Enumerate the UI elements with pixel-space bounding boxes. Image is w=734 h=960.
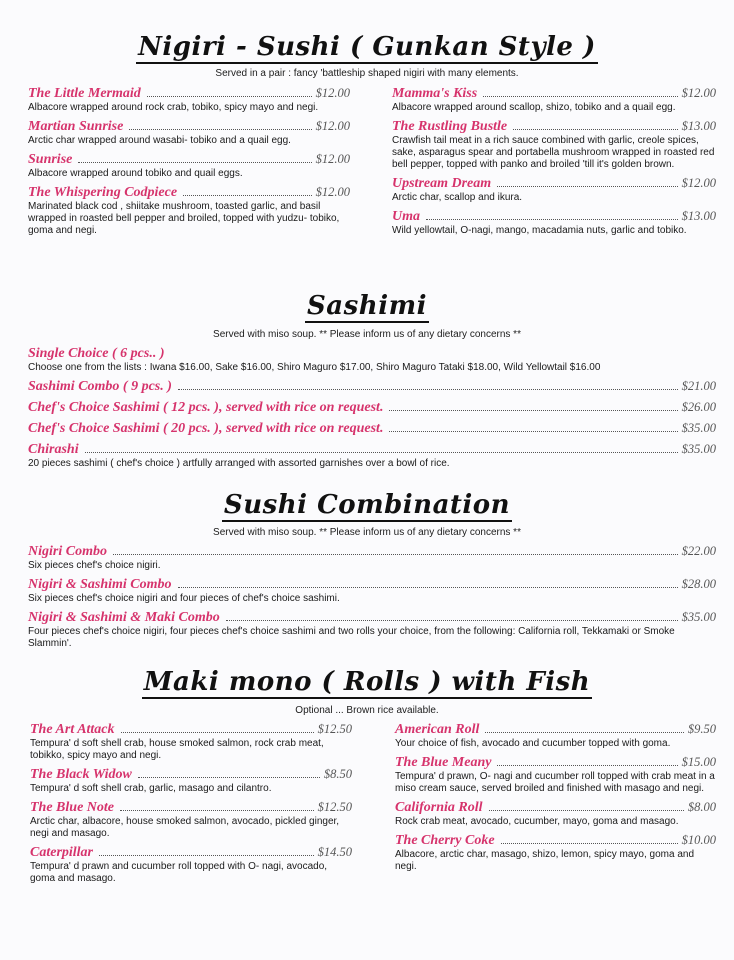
menu-item-description: 20 pieces sashimi ( chef's choice ) artfully arranged with assorted garnishes over a bowl of rice. xyxy=(28,458,450,469)
menu-item-description: Choose one from the lists : Iwana $16.00, Sake $16.00, Shiro Maguro $17.00, Shiro Maguro Tataki $18.00, Wild Yellowtail $16.00 xyxy=(28,362,601,373)
menu-item-header xyxy=(28,185,350,201)
menu-item xyxy=(28,152,350,180)
menu-item-description: Your choice of fish, avocado and cucumber topped with goma. xyxy=(395,738,671,749)
menu-item-price: $12.50 xyxy=(317,800,352,814)
menu-item-price: $13.00 xyxy=(681,209,716,223)
maki-left-column xyxy=(30,722,352,890)
menu-item xyxy=(395,722,716,750)
menu-item-price: $28.00 xyxy=(681,577,716,591)
dot-leader xyxy=(497,186,677,187)
menu-item xyxy=(30,800,352,840)
dot-leader xyxy=(78,162,311,163)
menu-item xyxy=(28,185,350,237)
maki-right-column xyxy=(395,722,716,878)
menu-item-header xyxy=(395,800,716,816)
menu-item-name: Martian Sunrise xyxy=(28,119,124,134)
dot-leader xyxy=(183,195,312,196)
dot-leader xyxy=(178,587,678,588)
menu-item-name: American Roll xyxy=(395,722,480,737)
menu-item xyxy=(28,86,350,114)
dot-leader xyxy=(389,410,677,411)
sashimi-list xyxy=(28,346,716,475)
dot-leader xyxy=(426,219,678,220)
menu-item-name: Upstream Dream xyxy=(392,176,492,191)
dot-leader xyxy=(121,732,314,733)
sashimi-section-title: Sashimi xyxy=(307,291,427,321)
menu-item-price: $14.50 xyxy=(317,845,352,859)
menu-item-header xyxy=(28,577,716,593)
menu-item-header xyxy=(28,544,716,560)
menu-item xyxy=(395,833,716,873)
menu-item-price: $35.00 xyxy=(681,442,716,456)
menu-item-name: The Cherry Coke xyxy=(395,833,495,848)
menu-item-description: Tempura' d soft shell crab, house smoked salmon, rock crab meat, tobikko, spicy mayo and negi. xyxy=(30,738,324,761)
menu-item-name: Sashimi Combo ( 9 pcs. ) xyxy=(28,379,172,394)
menu-item xyxy=(392,86,716,114)
menu-item-price: $12.00 xyxy=(681,176,716,190)
menu-item-price: $26.00 xyxy=(681,400,716,414)
maki-section-note: Optional ... Brown rice available. xyxy=(295,705,439,716)
menu-item-price: $12.50 xyxy=(317,722,352,736)
menu-item-description: Six pieces chef's choice nigiri and four pieces of chef's choice sashimi. xyxy=(28,593,340,604)
menu-item xyxy=(392,176,716,204)
dot-leader xyxy=(113,554,678,555)
menu-item xyxy=(30,722,352,762)
menu-item-header xyxy=(28,152,350,168)
combo-section-title: Sushi Combination xyxy=(223,490,511,520)
menu-item-description: Arctic char, scallop and ikura. xyxy=(392,192,523,203)
menu-item-header xyxy=(392,86,716,102)
sashimi-section-note: Served with miso soup. ** Please inform us of any dietary concerns ** xyxy=(213,329,521,340)
menu-item-header xyxy=(395,833,716,849)
menu-item-name: Chef's Choice Sashimi ( 12 pcs. ), served with rice on request. xyxy=(28,400,384,415)
maki-section-title: Maki mono ( Rolls ) with Fish xyxy=(143,667,591,697)
menu-item-name: The Rustling Bustle xyxy=(392,119,508,134)
menu-item xyxy=(395,800,716,828)
menu-item-price: $15.00 xyxy=(681,755,716,769)
dot-leader xyxy=(85,452,678,453)
menu-item-price: $12.00 xyxy=(315,185,350,199)
menu-item-description: Arctic char, albacore, house smoked salmon, avocado, pickled ginger, negi and masago. xyxy=(30,816,340,839)
dot-leader xyxy=(485,732,683,733)
menu-item-description: Crawfish tail meat in a rich sauce combined with garlic, creole spices, sake, asparagus spear and portabella mushroom wrapped in roasted red bell pepper, topped with panko and broiled 'till it's golden brown. xyxy=(392,135,715,170)
dot-leader xyxy=(513,129,677,130)
menu-item-price: $12.00 xyxy=(681,86,716,100)
dot-leader xyxy=(147,96,312,97)
dot-leader xyxy=(483,96,677,97)
menu-item-price: $10.00 xyxy=(681,833,716,847)
menu-item-price: $8.00 xyxy=(687,800,716,814)
menu-item-name: The Little Mermaid xyxy=(28,86,141,101)
menu-item-description: Six pieces chef's choice nigiri. xyxy=(28,560,161,571)
menu-item-price: $8.50 xyxy=(323,767,352,781)
menu-item-header xyxy=(28,119,350,135)
menu-item-header xyxy=(28,346,716,362)
menu-item xyxy=(30,845,352,885)
menu-item xyxy=(28,379,716,395)
menu-item xyxy=(28,442,716,470)
menu-item-name: Sunrise xyxy=(28,152,73,167)
combo-section-note: Served with miso soup. ** Please inform us of any dietary concerns ** xyxy=(213,527,521,538)
menu-item-name: Nigiri & Sashimi Combo xyxy=(28,577,172,592)
menu-item-name: The Black Widow xyxy=(30,767,132,782)
dot-leader xyxy=(389,431,677,432)
menu-item-description: Rock crab meat, avocado, cucumber, mayo, goma and masago. xyxy=(395,816,679,827)
menu-item-header xyxy=(30,800,352,816)
menu-item-description: Albacore wrapped around tobiko and quail eggs. xyxy=(28,168,243,179)
menu-item-name: The Art Attack xyxy=(30,722,115,737)
menu-item-header xyxy=(30,845,352,861)
dot-leader xyxy=(489,810,684,811)
menu-item-header xyxy=(395,722,716,738)
menu-item-header xyxy=(392,119,716,135)
menu-item-header xyxy=(28,421,716,437)
menu-item-price: $12.00 xyxy=(315,119,350,133)
dot-leader xyxy=(138,777,320,778)
menu-item-header xyxy=(395,755,716,771)
menu-item xyxy=(28,421,716,437)
menu-item xyxy=(30,767,352,795)
menu-item-description: Wild yellowtail, O-nagi, mango, macadamia nuts, garlic and tobiko. xyxy=(392,225,687,236)
menu-item xyxy=(28,577,716,605)
menu-item xyxy=(392,119,716,171)
menu-item-name: Mamma's Kiss xyxy=(392,86,478,101)
dot-leader xyxy=(99,855,314,856)
menu-item xyxy=(28,544,716,572)
menu-item-price: $35.00 xyxy=(681,610,716,624)
menu-item-name: The Blue Note xyxy=(30,800,114,815)
nigiri-left-column xyxy=(28,86,350,242)
menu-item-header xyxy=(392,176,716,192)
menu-item-name: California Roll xyxy=(395,800,483,815)
menu-item-name: Single Choice ( 6 pcs.. ) xyxy=(28,346,165,361)
menu-item-name: Chef's Choice Sashimi ( 20 pcs. ), served with rice on request. xyxy=(28,421,384,436)
menu-item-name: Caterpillar xyxy=(30,845,94,860)
dot-leader xyxy=(178,389,678,390)
menu-item-price: $21.00 xyxy=(681,379,716,393)
menu-item-price: $12.00 xyxy=(315,86,350,100)
menu-item xyxy=(392,209,716,237)
combo-list xyxy=(28,544,716,655)
menu-item-name: Nigiri & Sashimi & Maki Combo xyxy=(28,610,220,625)
menu-item-header xyxy=(28,442,716,458)
menu-item-description: Albacore wrapped around rock crab, tobiko, spicy mayo and negi. xyxy=(28,102,319,113)
menu-item-description: Albacore, arctic char, masago, shizo, lemon, spicy mayo, goma and negi. xyxy=(395,849,695,872)
menu-item-description: Albacore wrapped around scallop, shizo, tobiko and a quail egg. xyxy=(392,102,676,113)
menu-item-description: Tempura' d soft shell crab, garlic, masago and cilantro. xyxy=(30,783,272,794)
menu-item-name: The Whispering Codpiece xyxy=(28,185,178,200)
dot-leader xyxy=(226,620,678,621)
menu-item-name: Nigiri Combo xyxy=(28,544,107,559)
menu-item-header xyxy=(30,722,352,738)
dot-leader xyxy=(501,843,678,844)
nigiri-section-note: Served in a pair : fancy 'battleship shaped nigiri with many elements. xyxy=(215,68,519,79)
menu-item-header xyxy=(28,400,716,416)
menu-item-header xyxy=(28,86,350,102)
nigiri-section-title: Nigiri - Sushi ( Gunkan Style ) xyxy=(138,32,596,62)
menu-item-header xyxy=(392,209,716,225)
menu-item-header xyxy=(28,379,716,395)
menu-item-description: Tempura' d prawn, O- nagi and cucumber roll topped with crab meat in a miso cream sauce, served broiled and finished with masago and negi. xyxy=(395,771,715,794)
menu-item-name: Uma xyxy=(392,209,420,224)
menu-item-description: Tempura' d prawn and cucumber roll topped with O- nagi, avocado, goma and masago. xyxy=(30,861,328,884)
menu-item-price: $13.00 xyxy=(681,119,716,133)
dot-leader xyxy=(497,765,677,766)
menu-item-name: The Blue Meany xyxy=(395,755,492,770)
menu-item-description: Four pieces chef's choice nigiri, four pieces chef's choice sashimi and two rolls your choice, from the following: California roll, Tekkamaki or Smoke Slammin'. xyxy=(28,626,675,649)
menu-item xyxy=(28,119,350,147)
menu-item xyxy=(28,346,716,374)
menu-item xyxy=(395,755,716,795)
menu-item-price: $35.00 xyxy=(681,421,716,435)
dot-leader xyxy=(129,129,311,130)
menu-item-price: $9.50 xyxy=(687,722,716,736)
menu-item-name: Chirashi xyxy=(28,442,79,457)
menu-item-header xyxy=(28,610,716,626)
menu-item-price: $22.00 xyxy=(681,544,716,558)
menu-item-description: Marinated black cod , shiitake mushroom, toasted garlic, and basil wrapped in roasted bell pepper and broiled, topped with yudzu- tobiko, goma and negi. xyxy=(28,201,340,236)
menu-item xyxy=(28,400,716,416)
menu-item-header xyxy=(30,767,352,783)
menu-item xyxy=(28,610,716,650)
menu-item-description: Arctic char wrapped around wasabi- tobiko and a quail egg. xyxy=(28,135,291,146)
dot-leader xyxy=(120,810,314,811)
nigiri-right-column xyxy=(392,86,716,242)
menu-item-price: $12.00 xyxy=(315,152,350,166)
